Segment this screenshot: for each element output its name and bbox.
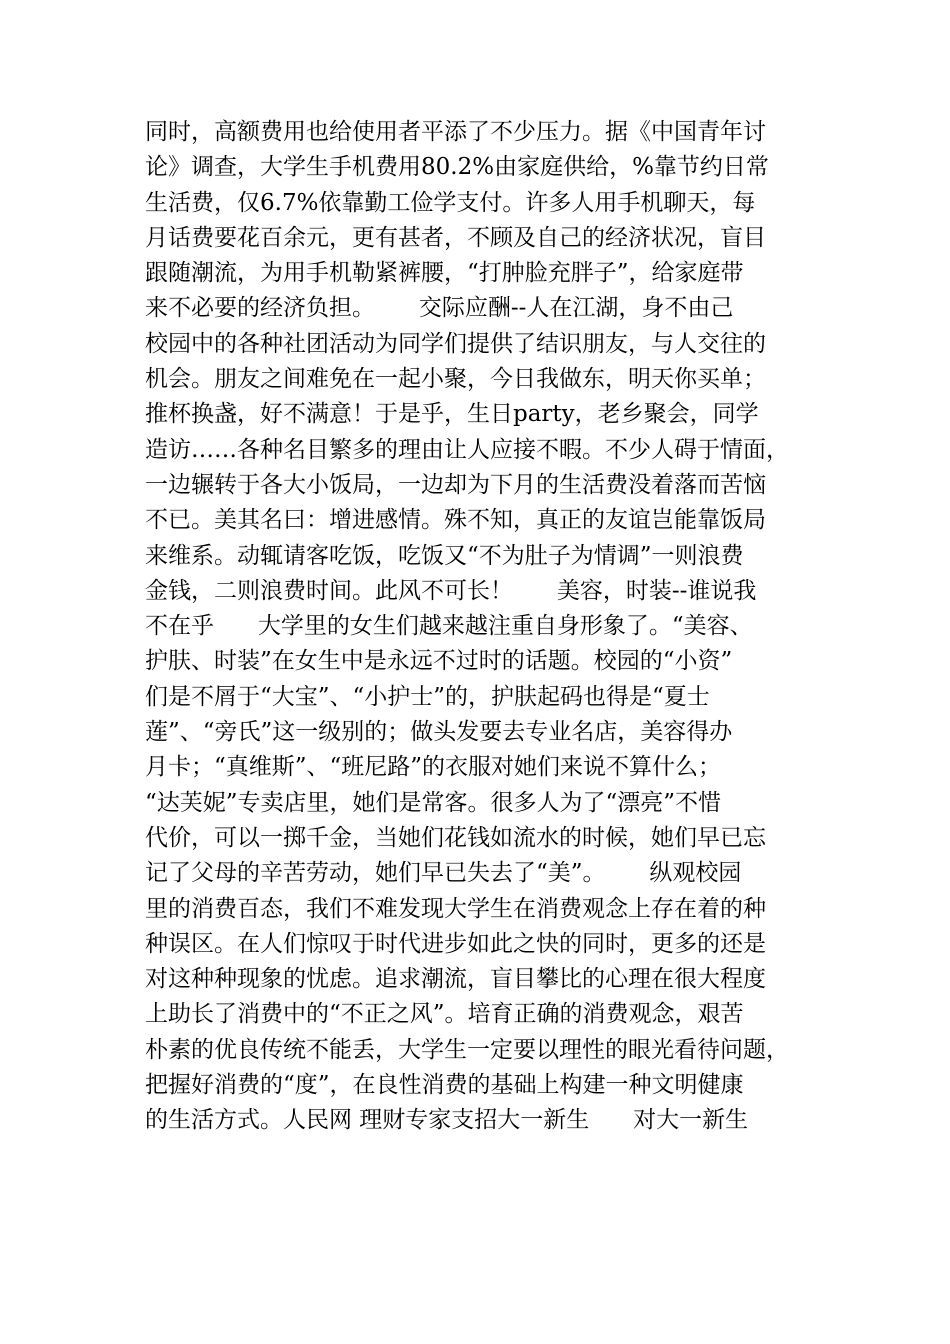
- text-line: 推杯换盏，好不满意！于是乎，生日party，老乡聚会，同学: [145, 401, 759, 428]
- text-line: 月卡；“真维斯”、“班尼路”的衣服对她们来说不算什么；: [145, 754, 722, 781]
- text-line: 把握好消费的“度”，在良性消费的基础上构建一种文明健康: [145, 1072, 744, 1099]
- text-line: 造访……各种名目繁多的理由让人应接不暇。不少人碍于情面，: [145, 436, 789, 463]
- text-line: 来不必要的经济负担。 交际应酬--人在江湖，身不由己: [145, 295, 734, 322]
- text-line: 护肤、时装”在女生中是永远不过时的话题。校园的“小资”: [145, 648, 733, 675]
- body-text: [145, 115, 805, 1139]
- text-line: “达芙妮”专卖店里，她们是常客。很多人为了“漂亮”不惜: [145, 789, 722, 816]
- text-line: 的生活方式。人民网 理财专家支招大一新生 对大一新生: [145, 1107, 749, 1134]
- text-line: 不已。美其名曰：增进感情。殊不知，真正的友谊岂能靠饭局: [145, 507, 766, 534]
- text-line: 论》调查，大学生手机费用80.2%由家庭供给，%靠节约日常: [145, 154, 769, 181]
- text-line: 代价，可以一掷千金，当她们花钱如流水的时候，她们早已忘: [145, 824, 766, 851]
- text-line: 跟随潮流，为用手机勒紧裤腰，“打肿脸充胖子”，给家庭带: [145, 260, 744, 287]
- text-line: 上助长了消费中的“不正之风”。培育正确的消费观念，艰苦: [145, 1001, 744, 1028]
- text-line: 校园中的各种社团活动为同学们提供了结识朋友，与人交往的: [145, 330, 766, 357]
- text-line: 同时，高额费用也给使用者平添了不少压力。据《中国青年讨: [145, 119, 766, 145]
- text-line: 不在乎 大学里的女生们越来越注重自身形象了。“美容、: [145, 613, 753, 640]
- text-line: 生活费，仅6.7%依靠勤工俭学支付。许多人用手机聊天，每: [145, 189, 756, 216]
- text-line: 种误区。在人们惊叹于时代进步如此之快的同时，更多的还是: [145, 930, 766, 957]
- text-line: 里的消费百态，我们不难发现大学生在消费观念上存在着的种: [145, 895, 766, 922]
- text-line: 来维系。动辄请客吃饭，吃饭又“不为肚子为情调”一则浪费: [145, 542, 744, 569]
- text-line: 们是不屑于“大宝”、“小护士”的，护肤起码也得是“夏士: [145, 683, 710, 710]
- text-line: 朴素的优良传统不能丢，大学生一定要以理性的眼光看待问题，: [145, 1036, 789, 1063]
- text-line: 记了父母的辛苦劳动，她们早已失去了“美”。 纵观校园: [145, 860, 742, 887]
- text-line: 莲”、“旁氏”这一级别的；做头发要去专业名店，美容得办: [145, 719, 733, 746]
- text-line: 一边辗转于各大小饭局，一边却为下月的生活费没着落而苦恼: [145, 471, 766, 498]
- text-line: 机会。朋友之间难免在一起小聚，今日我做东，明天你买单；: [145, 366, 766, 393]
- text-line: 对这种种现象的忧虑。追求潮流，盲目攀比的心理在很大程度: [145, 966, 766, 993]
- text-line: 月话费要花百余元，更有甚者，不顾及自己的经济状况，盲目: [145, 224, 766, 251]
- text-line: 金钱，二则浪费时间。此风不可长！ 美容，时装--谁说我: [145, 577, 757, 604]
